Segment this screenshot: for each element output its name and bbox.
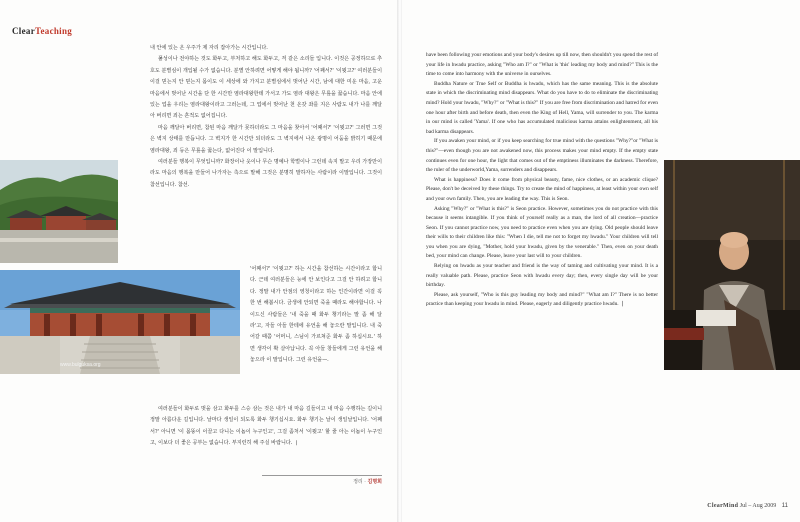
right-page [402,0,800,522]
credit-rule [262,475,382,476]
korean-paragraph: 여러분들이 화두로 벗을 삼고 화두를 스승 삼는 것은 내가 내 마음 길들이고 내 마음 수행하는 길이니 정말 아름다운 길입니다. 날마다 생일이 되도록 화두 챙기십시요. 화두 챙기는 날이 생일날입니다. '어째서?' 아니면 '이 몸뚱이 이끌고 다니는 이놈이 누구인고', 그걸 좀처서 '이뭣고' 할 줄 아는 이놈이 누구인고, 이보다 더 좋은 공부는 없습니다. 부지런히 해 주실 바랍니다. ❘ [150,406,382,447]
korean-paragraph: '어째서?' '이뭣고?' 하는 시간을 참선하는 시간이라고 합니다. 근데 여러분들은 능에 안 보인다고 그걸 안 하려고 합니다. 정말 내가 안점의 영청이라고 하는 인간이라면 이걸 꼭 한 번 해봅시다. 금생에 안되면 죽을 때라도 해야합니다. 나이드신 사람들은 '내 죽을 때 화두 챙기라는 말 좀 해 달라'고, 자들 아들 한테에 유언을 해 놓으란 말입니다. 내 죽어갈 때쯤 '어머니, 스님이 가르쳐준 화두 좀 하십시요.' 하면 생각이 확 살아납니다. 꼭 아들 창들에게 그런 유언을 해놓으라 이 말입니다. 그런 유언을—. [250,266,382,364]
english-paragraph: Please, ask yourself, "Who is this guy leading my body and mind?" "What am I?" There is no better practice than keeping your hwadu in mind. Please, eagerly and diligently practice hwadu. ❘ [426,291,658,308]
temple-photo-upper [0,160,118,263]
english-text-column [426,51,658,310]
korean-paragraph: 마음 깨달아 버리면, 참된 마음 깨달가 못하더라도 그 마음을 찾아서 '어째서?' '이뭣고?' 그러면 그것은 벽지 상태를 만듭니다. 그 벽지가 한 시간만 되더라도 그 벽지에서 나온 광명이 어둠을 밝히기 때문에 염라대왕, 죄 등은 무릎을 꿇는다, 없어진다 이 말입니다. [150,124,382,154]
page-number: 11 [781,503,788,509]
korean-paragraph: 풀성이나 전야하는 것도 화두고, 부처하고 해도 화두고, 걱 같은 소리들 입니다. 이것은 공정하므로 추호도 분별심이 개입될 수가 없습니다. 분별 안하려면 어떻게 해야 됩니까? '어째서?' '이뭣고?' 여러분들이 이걸 믿는지 안 믿는지 몸이도 이 세상에 와 가지고 분별심에서 벗어난 시간, 남에 대한 미운 마음, 고운 마음에서 벗어난 시간을 단 한 시간만 염라대왕한테 가서고 가도 염라 대왕은 무릎을 꿇습니다. 마음 안에 있는 업을 우리는 염라대왕이라고 그러는데, 그 업에서 벗어난 천 온갖 좌를 지은 사람도 내가 나를 깨달아 버리면 죄는 흔적도 없어집니다. [150,56,382,120]
english-paragraph: have been following your emotions and your body's desires up till now, then shouldn't you spend the rest of your life in hwadu practice, asking "Who am I?" or "What is 'this' leading my body and mind?" This is the time to come into harmony with the universe in ourselves. [426,52,658,78]
monk-photo [664,160,800,370]
header-teaching: Teaching [35,26,73,36]
english-paragraph: Relying on hwadu as your teacher and friend is the way of taming and cultivating your mind. It is a really valuable path. Please, practice Seon with hwadu every day; then, every single day will be your birthday. [426,263,658,289]
english-paragraph: If you awaken your mind, or if you keep searching for true mind with the questions "Why?"or "What is this?"—even though you are not awakened now, this process makes your mind empty. If the empty state continues even for one hour, the light that comes out of the emptiness illuminates the darkness. Therefore, the ruler of the underworld,Yama, surrenders and disappears. [426,138,658,174]
issue-date: Jul – Aug 2009 [739,503,777,509]
korean-text-column-wrap [250,264,382,367]
english-paragraph: Buddha Nature or True Self or Buddha is hwadu, which has the same meaning. This is the absolute state in which the discriminating mind disappears. What do you have to do to eliminate the discriminating mind? Hold your hwadu, "Why?" or "What is this?" If you are free from discrimination and hatred for even one hour after birth and before death, then even the King of Hell, Yama, will surrender to you. The karma in our mind is called 'Yama'. If one who has accumulated malicious karma attains enlightenment, all his bad karma disappears. [426,80,658,135]
korean-paragraph: 여러분들 행복이 무엇입니까? 화장이나 옷이나 무슨 명예나 학벌이나 그런데 속지 말고 우리 가장만이라도 마음의 행복을 만들어 나가자는 측으로 말해 그것은 분명히 말하자는 사람이라 이말입니다. 그것이 참선입니다. 참선. [150,159,382,188]
korean-paragraph: 내 안에 있는 온 우주가 제 자리 잡아가는 시간입니다. [150,45,268,51]
page-footer [707,503,788,509]
credit-label: 정리 · [353,479,368,485]
credit-name: 김명희 [367,479,382,485]
header-clear: Clear [12,26,35,36]
section-header [12,26,72,36]
magazine-name: ClearMind [707,503,739,509]
korean-text-column-lower [150,404,382,450]
temple-photo-lower [0,270,240,374]
left-page [0,0,398,522]
korean-text-column [150,43,382,191]
english-paragraph: Asking "Why?" or "What is this?" is Seon practice. However, sometimes you do not practice with this because it seems intangible. If you think of yourself really as a man, the lord of all creation—practice Seon. If you cannot practice now, you need to practice even when you are dying. Old people should leave their wills to their children like this: "When I die, tell me not to forget my hwadu." Your children will tell you when you are dying, "Mother, hold your hwadu, given by the venerable." Then, even on your death bed, your mind can change. Please, leave your last will to your children. [426,205,658,260]
photo-watermark: www.bulguksa.org [60,362,101,368]
editor-credit [353,478,382,485]
english-paragraph: What is happiness? Does it come from physical beauty, fame, nice clothes, or an academic clique? Please, don't be deceived by these things. Try to create the mind of happiness, at least within your own self and your own family. Then, you are leading the way. This is Seon. [426,176,658,202]
